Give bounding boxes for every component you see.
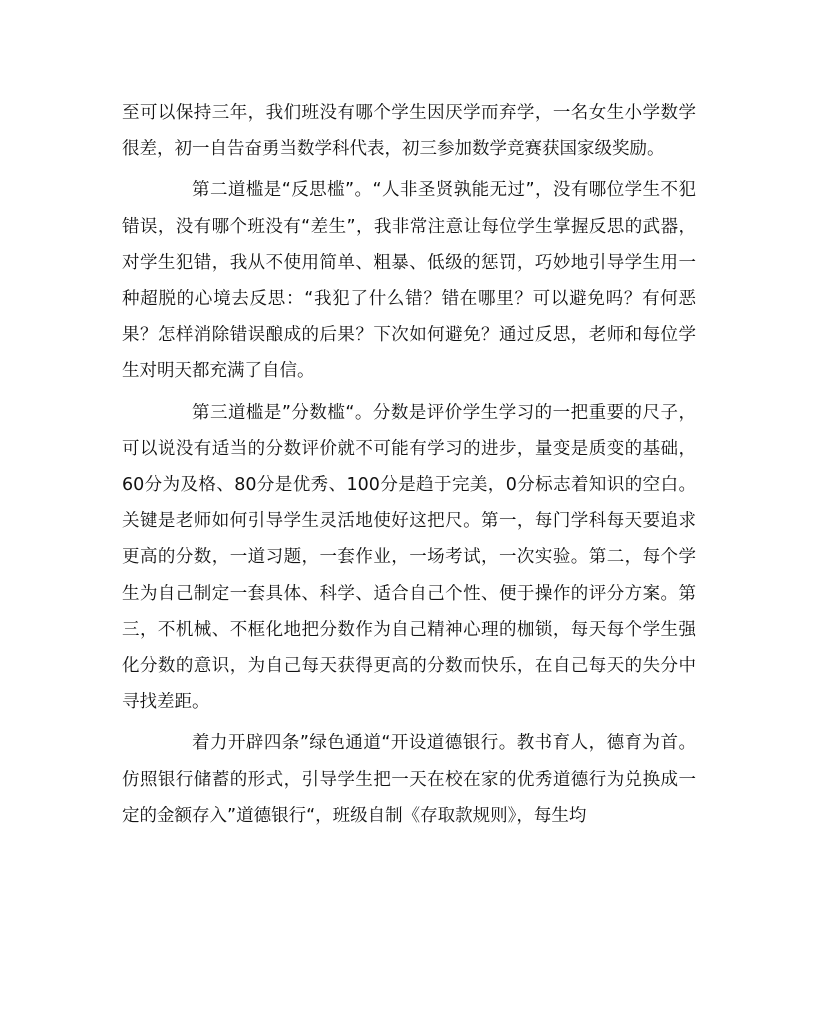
- paragraph-score-threshold: 第三道槛是”分数槛“。分数是评价学生学习的一把重要的尺子，可以说没有适当的分数评价就不可能有学习的进步，量变是质变的基础，60分为及格、80分是优秀、100分是趋于完美，0分标志着知识的空白。关键是老师如何引导学生灵活地使好这把尺。第一，每门学科每天要追求更高的分数，一道习题，一套作业，一场考试，一次实验。第二，每个学生为自己制定一套具体、科学、适合自己个性、便于操作的评分方案。第三，不机械、不框化地把分数作为自己精神心理的枷锁，每天每个学生强化分数的意识，为自己每天获得更高的分数而快乐，在自己每天的失分中寻找差距。: [122, 402, 696, 713]
- paragraph-reflection-threshold: 第二道槛是“反思槛”。“人非圣贤孰能无过”，没有哪位学生不犯错误，没有哪个班没有“差生”，我非常注意让每位学生掌握反思的武器，对学生犯错，我从不使用简单、粗暴、低级的惩罚，巧妙地引导学生用一种超脱的心境去反思：“我犯了什么错？错在哪里？可以避免吗？有何恶果？怎样消除错误酿成的后果？下次如何避免？通过反思，老师和每位学生对明天都充满了自信。: [122, 180, 696, 382]
- paragraph-green-channels: 着力开辟四条”绿色通道“开设道德银行。教书育人，德育为首。仿照银行储蓄的形式，引导学生把一天在校在家的优秀道德行为兑换成一定的金额存入”道德银行“，班级自制《存取款规则》，每生均: [122, 733, 696, 826]
- paragraph-continuation: 至可以保持三年，我们班没有哪个学生因厌学而弃学，一名女生小学数学很差，初一自告奋勇当数学科代表，初三参加数学竞赛获国家级奖励。: [122, 103, 696, 160]
- document-body: [122, 95, 696, 839]
